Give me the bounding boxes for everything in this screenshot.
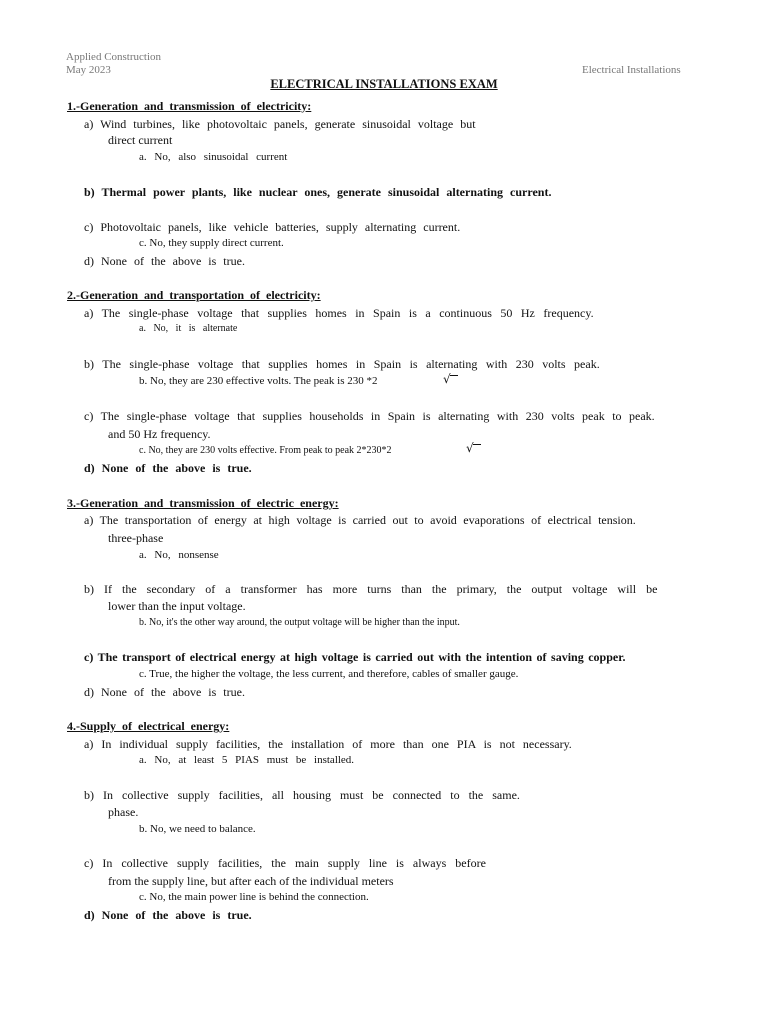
exam-title: ELECTRICAL INSTALLATIONS EXAM xyxy=(270,77,498,91)
s2-option-c: c) The single-phase voltage that supplies households in Spain is alternating with 230 volts peak to peak. xyxy=(84,409,655,423)
s2-option-d: d) None of the above is true. xyxy=(84,461,252,475)
section-1-heading: 1.-Generation and transmission of electricity: xyxy=(67,99,312,113)
section-2-heading: 2.-Generation and transportation of electricity: xyxy=(67,288,321,302)
subject-name: Electrical Installations xyxy=(582,64,681,76)
s3-option-b: b) If the secondary of a transformer has more turns than the primary, the output voltage will be xyxy=(84,582,658,596)
s1-option-c: c) Photovoltaic panels, like vehicle batteries, supply alternating current. xyxy=(84,220,461,234)
s3-answer-b: b. No, it's the other way around, the output voltage will be higher than the input. xyxy=(139,617,460,628)
s4-option-b: b) In collective supply facilities, all housing must be connected to the same. xyxy=(84,788,520,802)
s4-answer-c: c. No, the main power line is behind the connection. xyxy=(139,891,369,903)
s1-option-d: d) None of the above is true. xyxy=(84,254,245,268)
exam-date: May 2023 xyxy=(66,64,111,76)
s3-option-d: d) None of the above is true. xyxy=(84,685,245,699)
s2-option-b: b) The single-phase voltage that supplies homes in Spain is alternating with 230 volts peak. xyxy=(84,357,600,371)
s1-option-a: a) Wind turbines, like photovoltaic panels, generate sinusoidal voltage but xyxy=(84,117,476,131)
s4-option-c: c) In collective supply facilities, the main supply line is always before xyxy=(84,856,486,870)
s4-answer-a: a. No, at least 5 PIAS must be installed. xyxy=(139,754,355,766)
course-name: Applied Construction xyxy=(66,51,162,63)
s2-answer-a: a. No, it is alternate xyxy=(139,323,238,334)
section-3-heading: 3.-Generation and transmission of electric energy: xyxy=(67,496,339,510)
header-left xyxy=(66,51,161,77)
s3-answer-c: c. True, the higher the voltage, the less current, and therefore, cables of smaller gauge. xyxy=(139,668,519,680)
sqrt-2-icon: √ xyxy=(443,372,458,386)
s4-option-b-cont: phase. xyxy=(108,805,139,819)
s2-option-a: a) The single-phase voltage that supplies homes in Spain is a continuous 50 Hz frequency. xyxy=(84,306,594,320)
section-4-heading: 4.-Supply of electrical energy: xyxy=(67,719,230,733)
s4-answer-b: b. No, we need to balance. xyxy=(139,823,256,835)
s4-option-d: d) None of the above is true. xyxy=(84,908,252,922)
s4-option-a: a) In individual supply facilities, the installation of more than one PIA is not necessary. xyxy=(84,737,572,751)
s2-option-c-cont: and 50 Hz frequency. xyxy=(108,427,211,441)
s1-option-a-cont: direct current xyxy=(108,133,173,147)
s2-answer-b: b. No, they are 230 effective volts. The peak is 230 *2 xyxy=(139,375,378,387)
s1-answer-c: c. No, they supply direct current. xyxy=(139,237,284,249)
s3-option-c: c) The transport of electrical energy at high voltage is carried out with the intention of saving copper. xyxy=(84,650,626,664)
s1-option-b: b) Thermal power plants, like nuclear ones, generate sinusoidal alternating current. xyxy=(84,185,552,199)
sqrt-2-icon-second: √ xyxy=(466,441,481,455)
s3-answer-a: a. No, nonsense xyxy=(139,549,219,561)
s4-option-c-cont: from the supply line, but after each of the individual meters xyxy=(108,874,394,888)
s1-answer-a: a. No, also sinusoidal current xyxy=(139,151,288,163)
s3-option-a-cont: three-phase xyxy=(108,531,164,545)
s3-option-b-cont: lower than the input voltage. xyxy=(108,599,246,613)
s3-option-a: a) The transportation of energy at high voltage is carried out to avoid evaporations of electrical tension. xyxy=(84,513,636,527)
s2-answer-c: c. No, they are 230 volts effective. From peak to peak 2*230*2 xyxy=(139,445,392,456)
